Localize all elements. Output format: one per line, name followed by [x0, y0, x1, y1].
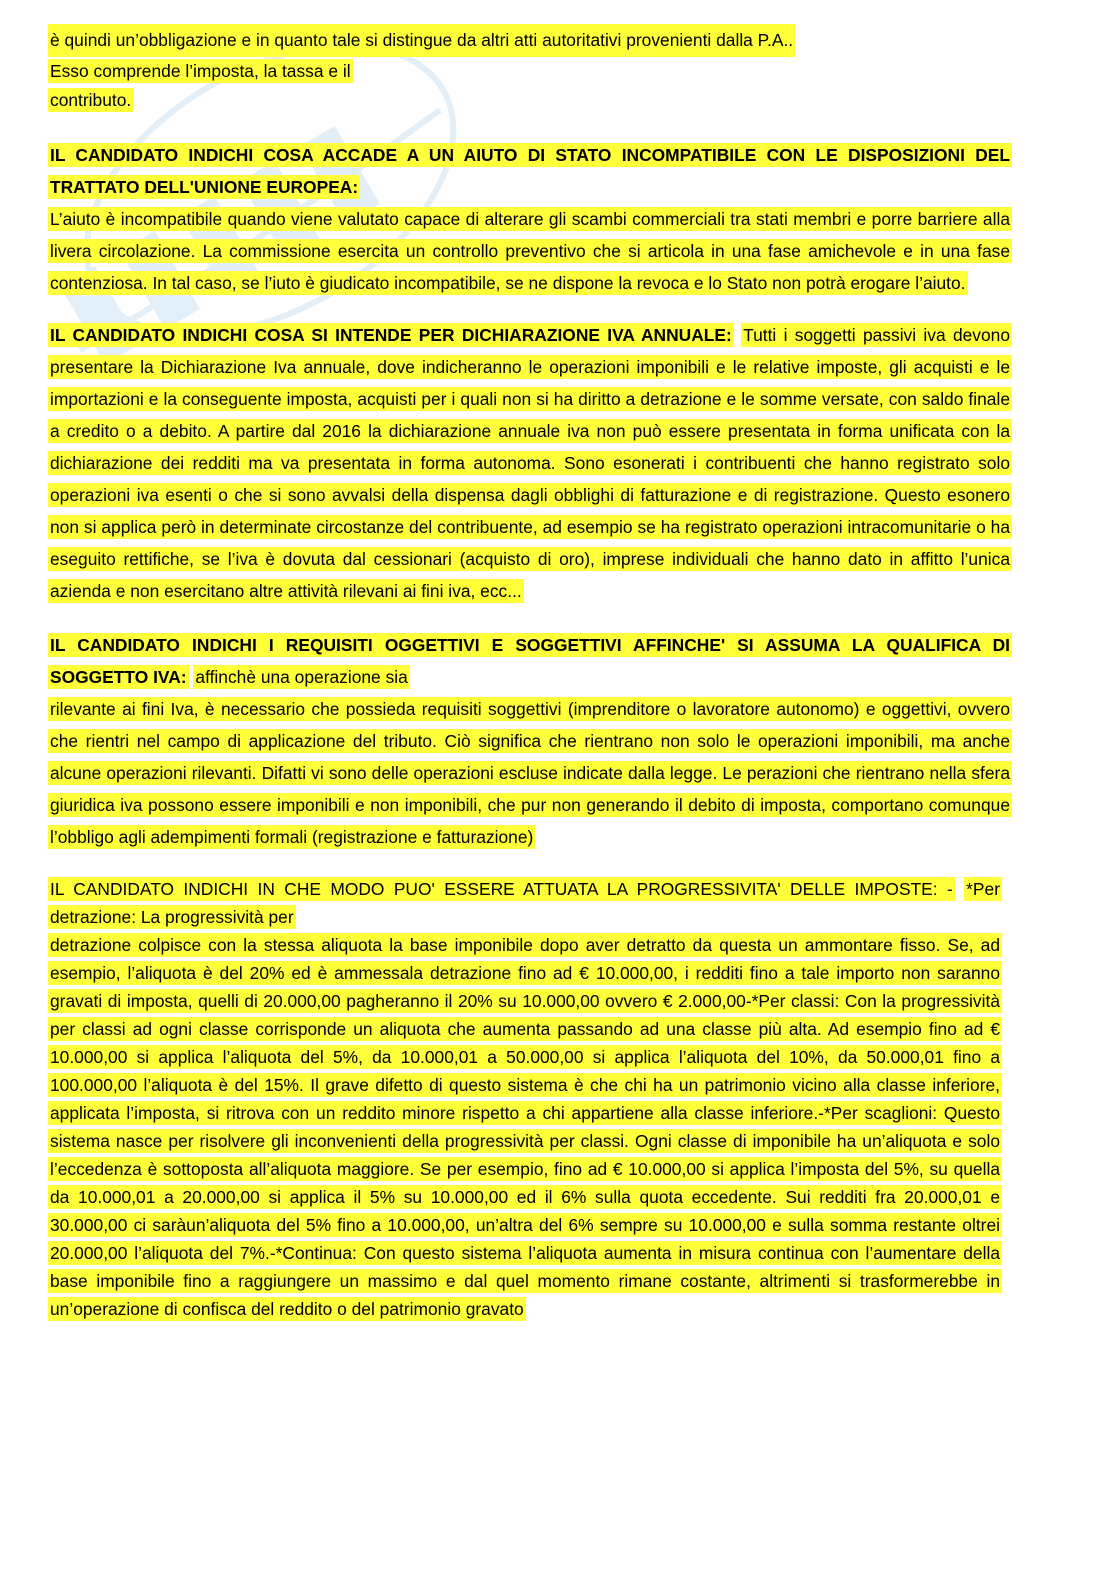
progressivita-lead: *Per detrazione: La progressività per	[50, 879, 1000, 927]
document-page	[48, 24, 1012, 1323]
soggetto-iva-heading: IL CANDIDATO INDICHI I REQUISITI OGGETTIVI E SOGGETTIVI AFFINCHE' SI ASSUMA LA QUALIFICA DI SOGGETTO IVA:	[50, 635, 1010, 687]
intro-line-1: è quindi un’obbligazione e in quanto tale si distingue da altri atti autoritativi provenienti dalla P.A..	[48, 24, 795, 57]
intro-paragraph	[48, 24, 1012, 115]
dichiarazione-iva-heading: IL CANDIDATO INDICHI COSA SI INTENDE PER DICHIARAZIONE IVA ANNUALE:	[50, 325, 732, 345]
soggetto-iva-body: rilevante ai fini Iva, è necessario che possieda requisiti soggettivi (imprenditore o lavoratore autonomo) e oggettivi, ovvero che rientri nel campo di applicazione del tributo. Ciò significa che rientrano non solo le operazioni imponibili, ma anche alcune operazioni rilevanti. Difatti vi sono delle operazioni escluse indicate dalla legge. Le perazioni che rientrano nella sfera giuridica iva possono essere imponibili e non imponibili, che pur non generando il debito di imposta, comportano comunque l’obbligo agli adempimenti formali (registrazione e fatturazione)	[50, 699, 1010, 847]
intro-line-3: contributo.	[50, 90, 132, 110]
dichiarazione-iva-section	[48, 319, 1012, 607]
soggetto-iva-section	[48, 629, 1012, 853]
dichiarazione-iva-body: Tutti i soggetti passivi iva devono presentare la Dichiarazione Iva annuale, dove indicheranno le operazioni imponibili e le relative imposte, gli acquisti e le importazioni e la conseguente imposta, acquisti per i quali non si ha diritto a detrazione e le somme versate, con saldo finale a credito o a debito. A partire dal 2016 la dichiarazione annuale iva non può essere presentata in forma unificata con la dichiarazione dei redditi ma va presentata in forma autonoma. Sono esonerati i contribuenti che hanno registrato solo operazioni iva esenti o che si sono avvalsi della dispensa dagli obblighi di fatturazione e di registrazione. Questo esonero non si applica però in determinate circostanze del contribuente, ad esempio se ha registrato operazioni intracomunitarie o ha eseguito rettifiche, se l’iva è dovuta dal cessionari (acquisto di oro), imprese individuali che hanno dato in affitto l’unica azienda e non esercitano altre attività rilevani ai fini iva, ecc...	[50, 325, 1010, 601]
progressivita-section	[48, 875, 1002, 1323]
intro-line-2: Esso comprende l’imposta, la tassa e il	[50, 61, 351, 81]
aiuto-stato-body: L’aiuto è incompatibile quando viene valutato capace di alterare gli scambi commerciali tra stati membri e porre barriere alla livera circolazione. La commissione esercita un controllo preventivo che si articola in una fase amichevole e in una fase contenziosa. In tal caso, se l’iuto è giudicato incompatibile, se ne dispone la revoca e lo Stato non potrà erogare l’aiuto.	[50, 209, 1010, 293]
progressivita-heading: IL CANDIDATO INDICHI IN CHE MODO PUO' ESSERE ATTUATA LA PROGRESSIVITA' DELLE IMPOSTE: -	[50, 879, 953, 899]
aiuto-stato-heading: IL CANDIDATO INDICHI COSA ACCADE A UN AIUTO DI STATO INCOMPATIBILE CON LE DISPOSIZIONI DEL TRATTATO DELL'UNIONE EUROPEA:	[50, 145, 1010, 197]
progressivita-body: detrazione colpisce con la stessa aliquota la base imponibile dopo aver detratto da questa un ammontare fisso. Se, ad esempio, l’aliquota è del 20% ed è ammessala detrazione fino ad € 10.000,00, i redditi fino a tale importo non saranno gravati di imposta, quelli di 20.000,00 pagheranno il 20% su 10.000,00 ovvero € 2.000,00-*Per classi: Con la progressività per classi ad ogni classe corrisponde un aliquota che aumenta passando ad una classe più alta. Ad esempio fino ad € 10.000,00 si applica l’aliquota del 5%, da 10.000,01 a 50.000,00 si applica l’aliquota del 10%, da 50.000,01 fino a 100.000,00 l’aliquota è del 15%. Il grave difetto di questo sistema è che chi ha un patrimonio vicino alla classe inferiore, applicata l’imposta, si ritrova con un reddito minore rispetto a chi appartiene alla classe inferiore.-*Per scaglioni: Questo sistema nasce per risolvere gli inconvenienti della progressività per classi. Ogni classe di imponibile ha un’aliquota e solo l’eccedenza è sottoposta all’aliquota maggiore. Se per esempio, fino ad € 10.000,00 si applica l’imposta del 5%, su quella da 10.000,01 a 20.000,00 si applica il 5% su 10.000,00 ed il 6% sulla quota eccedente. Sui redditi fra 20.000,01 e 30.000,00 ci saràun’aliquota del 5% fino a 10.000,00, un’altra del 6% sempre su 10.000,00 e sulla somma restante oltrei 20.000,00 l’aliquota del 7%.-*Continua: Con questo sistema l’aliquota aumenta in misura continua con l’aumentare della base imponibile fino a raggiungere un massimo e dal quel momento rimane costante, altrimenti si trasformerebbe in un’operazione di confisca del reddito o del patrimonio gravato	[50, 935, 1000, 1319]
soggetto-iva-lead: affinchè una operazione sia	[195, 667, 408, 687]
aiuto-stato-section	[48, 139, 1012, 299]
